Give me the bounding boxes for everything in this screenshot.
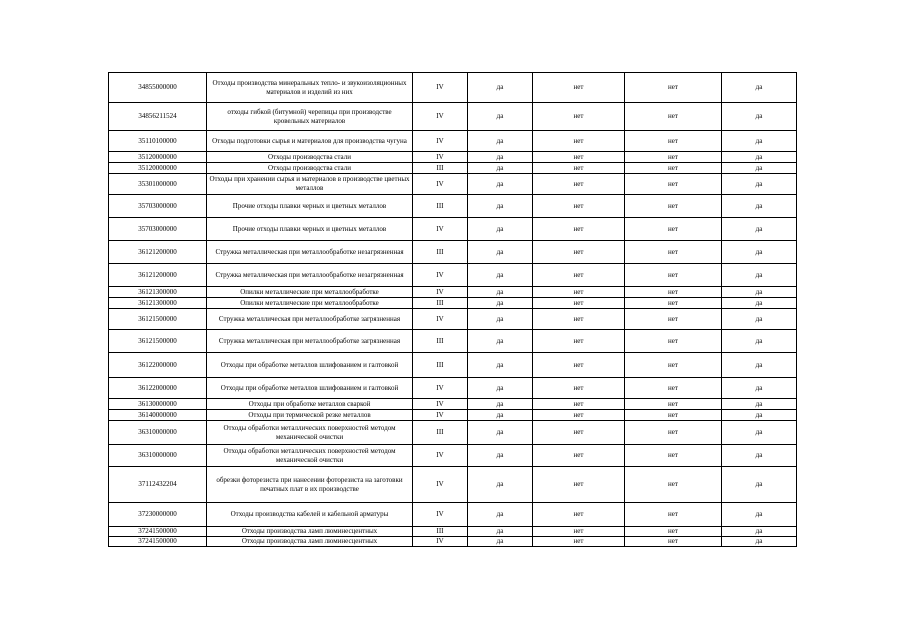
waste-code-cell: 36140000000 — [109, 410, 207, 421]
table-row — [109, 353, 797, 378]
flag-b-cell: нет — [533, 298, 625, 309]
hazard-class-cell: III — [413, 163, 468, 174]
flag-b-cell: нет — [533, 73, 625, 103]
hazard-class-cell: IV — [413, 103, 468, 131]
hazard-class-cell: III — [413, 353, 468, 378]
table-row — [109, 103, 797, 131]
table-row — [109, 445, 797, 467]
flag-b-cell: нет — [533, 309, 625, 330]
table-row — [109, 421, 797, 445]
flag-c-cell: нет — [625, 309, 722, 330]
flag-d-cell: да — [722, 195, 797, 218]
flag-b-cell: нет — [533, 131, 625, 152]
flag-d-cell: да — [722, 163, 797, 174]
hazard-class-cell: III — [413, 330, 468, 353]
waste-code-cell: 36310000000 — [109, 421, 207, 445]
flag-d-cell: да — [722, 218, 797, 241]
waste-code-cell: 36122000000 — [109, 353, 207, 378]
waste-name-cell: обрезки фоторезиста при нанесении фоторезиста на заготовки печатных плат в их производстве — [207, 467, 413, 503]
waste-code-cell: 37241500000 — [109, 537, 207, 547]
flag-b-cell: нет — [533, 218, 625, 241]
flag-a-cell: да — [468, 264, 533, 287]
hazard-class-cell: IV — [413, 399, 468, 410]
flag-b-cell: нет — [533, 195, 625, 218]
flag-c-cell: нет — [625, 264, 722, 287]
flag-b-cell: нет — [533, 241, 625, 264]
waste-code-cell: 36310000000 — [109, 445, 207, 467]
table-row — [109, 399, 797, 410]
flag-a-cell: да — [468, 287, 533, 298]
flag-a-cell: да — [468, 378, 533, 399]
flag-d-cell: да — [722, 264, 797, 287]
flag-a-cell: да — [468, 527, 533, 537]
flag-b-cell: нет — [533, 353, 625, 378]
waste-code-cell: 37112432204 — [109, 467, 207, 503]
waste-name-cell: отходы гибкой (битумной) черепицы при производстве кровельных материалов — [207, 103, 413, 131]
waste-name-cell: Стружка металлическая при металлообработке незагрязненная — [207, 241, 413, 264]
flag-a-cell: да — [468, 467, 533, 503]
flag-a-cell: да — [468, 131, 533, 152]
hazard-class-cell: IV — [413, 218, 468, 241]
waste-code-cell: 36121200000 — [109, 241, 207, 264]
hazard-class-cell: III — [413, 195, 468, 218]
waste-code-cell: 36122000000 — [109, 378, 207, 399]
flag-b-cell: нет — [533, 103, 625, 131]
flag-c-cell: нет — [625, 152, 722, 163]
flag-a-cell: да — [468, 421, 533, 445]
waste-name-cell: Отходы производства стали — [207, 163, 413, 174]
flag-b-cell: нет — [533, 174, 625, 195]
flag-c-cell: нет — [625, 353, 722, 378]
flag-b-cell: нет — [533, 503, 625, 527]
hazard-class-cell: III — [413, 421, 468, 445]
waste-name-cell: Отходы производства минеральных тепло- и звукоизоляционных материалов и изделий из них — [207, 73, 413, 103]
waste-code-cell: 36121500000 — [109, 330, 207, 353]
hazard-class-cell: III — [413, 241, 468, 264]
hazard-class-cell: III — [413, 298, 468, 309]
flag-d-cell: да — [722, 537, 797, 547]
flag-b-cell: нет — [533, 537, 625, 547]
table-row — [109, 152, 797, 163]
flag-b-cell: нет — [533, 330, 625, 353]
flag-c-cell: нет — [625, 527, 722, 537]
table-row — [109, 73, 797, 103]
waste-table — [108, 72, 797, 547]
waste-code-cell: 36130000000 — [109, 399, 207, 410]
table-row — [109, 218, 797, 241]
flag-d-cell: да — [722, 241, 797, 264]
flag-d-cell: да — [722, 399, 797, 410]
table-row — [109, 163, 797, 174]
flag-d-cell: да — [722, 421, 797, 445]
waste-code-cell: 34855000000 — [109, 73, 207, 103]
flag-a-cell: да — [468, 163, 533, 174]
waste-name-cell: Отходы при обработке металлов шлифованием и галтовкой — [207, 353, 413, 378]
table-row — [109, 174, 797, 195]
flag-c-cell: нет — [625, 421, 722, 445]
waste-name-cell: Отходы производства кабелей и кабельной арматуры — [207, 503, 413, 527]
flag-a-cell: да — [468, 330, 533, 353]
flag-a-cell: да — [468, 241, 533, 264]
flag-c-cell: нет — [625, 467, 722, 503]
table-row — [109, 527, 797, 537]
flag-d-cell: да — [722, 410, 797, 421]
hazard-class-cell: IV — [413, 73, 468, 103]
flag-d-cell: да — [722, 467, 797, 503]
flag-d-cell: да — [722, 174, 797, 195]
flag-a-cell: да — [468, 445, 533, 467]
flag-a-cell: да — [468, 399, 533, 410]
waste-name-cell: Отходы производства ламп люминесцентных — [207, 527, 413, 537]
flag-d-cell: да — [722, 330, 797, 353]
table-row — [109, 537, 797, 547]
waste-code-cell: 35301000000 — [109, 174, 207, 195]
waste-name-cell: Прочие отходы плавки черных и цветных металлов — [207, 218, 413, 241]
table-row — [109, 410, 797, 421]
waste-name-cell: Отходы при термической резке металлов — [207, 410, 413, 421]
waste-code-cell: 35703000000 — [109, 218, 207, 241]
waste-name-cell: Стружка металлическая при металлообработке загрязненная — [207, 330, 413, 353]
flag-d-cell: да — [722, 298, 797, 309]
flag-b-cell: нет — [533, 421, 625, 445]
flag-b-cell: нет — [533, 152, 625, 163]
flag-d-cell: да — [722, 527, 797, 537]
flag-b-cell: нет — [533, 264, 625, 287]
table-row — [109, 378, 797, 399]
flag-c-cell: нет — [625, 218, 722, 241]
hazard-class-cell: IV — [413, 445, 468, 467]
flag-c-cell: нет — [625, 195, 722, 218]
flag-b-cell: нет — [533, 467, 625, 503]
table-row — [109, 241, 797, 264]
table-row — [109, 131, 797, 152]
flag-a-cell: да — [468, 298, 533, 309]
waste-name-cell: Опилки металлические при металлообработке — [207, 298, 413, 309]
waste-name-cell: Отходы производства ламп люминесцентных — [207, 537, 413, 547]
flag-c-cell: нет — [625, 287, 722, 298]
flag-a-cell: да — [468, 410, 533, 421]
flag-c-cell: нет — [625, 131, 722, 152]
table-row — [109, 309, 797, 330]
waste-name-cell: Отходы при обработке металлов шлифованием и галтовкой — [207, 378, 413, 399]
hazard-class-cell: IV — [413, 152, 468, 163]
flag-b-cell: нет — [533, 163, 625, 174]
waste-code-cell: 37230000000 — [109, 503, 207, 527]
waste-code-cell: 36121300000 — [109, 287, 207, 298]
hazard-class-cell: IV — [413, 503, 468, 527]
flag-b-cell: нет — [533, 445, 625, 467]
flag-b-cell: нет — [533, 378, 625, 399]
flag-b-cell: нет — [533, 399, 625, 410]
flag-c-cell: нет — [625, 241, 722, 264]
flag-c-cell: нет — [625, 174, 722, 195]
waste-code-cell: 37241500000 — [109, 527, 207, 537]
hazard-class-cell: IV — [413, 309, 468, 330]
waste-code-cell: 36121500000 — [109, 309, 207, 330]
flag-c-cell: нет — [625, 163, 722, 174]
waste-code-cell: 35703000000 — [109, 195, 207, 218]
flag-b-cell: нет — [533, 527, 625, 537]
waste-code-cell: 35110100000 — [109, 131, 207, 152]
hazard-class-cell: IV — [413, 410, 468, 421]
flag-d-cell: да — [722, 445, 797, 467]
flag-c-cell: нет — [625, 410, 722, 421]
waste-name-cell: Отходы обработки металлических поверхностей методом механической очистки — [207, 445, 413, 467]
hazard-class-cell: IV — [413, 264, 468, 287]
waste-code-cell: 36121300000 — [109, 298, 207, 309]
waste-code-cell: 34856211524 — [109, 103, 207, 131]
waste-code-cell: 35120000000 — [109, 163, 207, 174]
flag-d-cell: да — [722, 353, 797, 378]
hazard-class-cell: III — [413, 527, 468, 537]
flag-c-cell: нет — [625, 298, 722, 309]
flag-b-cell: нет — [533, 410, 625, 421]
flag-c-cell: нет — [625, 537, 722, 547]
flag-d-cell: да — [722, 503, 797, 527]
hazard-class-cell: IV — [413, 131, 468, 152]
flag-a-cell: да — [468, 353, 533, 378]
table-row — [109, 298, 797, 309]
waste-code-cell: 36121200000 — [109, 264, 207, 287]
hazard-class-cell: IV — [413, 537, 468, 547]
waste-name-cell: Прочие отходы плавки черных и цветных металлов — [207, 195, 413, 218]
waste-name-cell: Отходы подготовки сырья и материалов для производства чугуна — [207, 131, 413, 152]
flag-d-cell: да — [722, 131, 797, 152]
flag-a-cell: да — [468, 309, 533, 330]
flag-a-cell: да — [468, 73, 533, 103]
waste-name-cell: Опилки металлические при металлообработке — [207, 287, 413, 298]
flag-a-cell: да — [468, 218, 533, 241]
flag-d-cell: да — [722, 103, 797, 131]
flag-c-cell: нет — [625, 445, 722, 467]
hazard-class-cell: IV — [413, 378, 468, 399]
flag-a-cell: да — [468, 503, 533, 527]
table-row — [109, 264, 797, 287]
flag-a-cell: да — [468, 174, 533, 195]
waste-name-cell: Стружка металлическая при металлообработке загрязненная — [207, 309, 413, 330]
flag-d-cell: да — [722, 309, 797, 330]
waste-name-cell: Отходы при обработке металлов сваркой — [207, 399, 413, 410]
flag-c-cell: нет — [625, 503, 722, 527]
waste-table-body — [109, 73, 797, 547]
flag-c-cell: нет — [625, 330, 722, 353]
waste-code-cell: 35120000000 — [109, 152, 207, 163]
flag-c-cell: нет — [625, 73, 722, 103]
hazard-class-cell: IV — [413, 174, 468, 195]
waste-name-cell: Отходы при хранении сырья и материалов в производстве цветных металлов — [207, 174, 413, 195]
flag-a-cell: да — [468, 103, 533, 131]
waste-name-cell: Отходы обработки металлических поверхностей методом механической очистки — [207, 421, 413, 445]
flag-d-cell: да — [722, 152, 797, 163]
flag-a-cell: да — [468, 152, 533, 163]
table-row — [109, 195, 797, 218]
flag-c-cell: нет — [625, 399, 722, 410]
flag-d-cell: да — [722, 378, 797, 399]
hazard-class-cell: IV — [413, 287, 468, 298]
flag-d-cell: да — [722, 73, 797, 103]
flag-a-cell: да — [468, 537, 533, 547]
table-row — [109, 503, 797, 527]
hazard-class-cell: IV — [413, 467, 468, 503]
table-row — [109, 467, 797, 503]
waste-name-cell: Стружка металлическая при металлообработке незагрязненная — [207, 264, 413, 287]
table-row — [109, 287, 797, 298]
flag-c-cell: нет — [625, 103, 722, 131]
waste-name-cell: Отходы производства стали — [207, 152, 413, 163]
flag-b-cell: нет — [533, 287, 625, 298]
table-row — [109, 330, 797, 353]
flag-a-cell: да — [468, 195, 533, 218]
flag-c-cell: нет — [625, 378, 722, 399]
flag-d-cell: да — [722, 287, 797, 298]
